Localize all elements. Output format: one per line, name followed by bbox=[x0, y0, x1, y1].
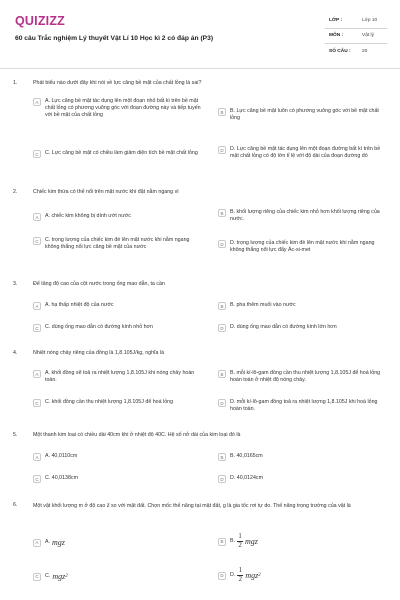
option-text: C. Lực căng bề mặt có chiều làm giảm diện tích bề mặt chất lỏng bbox=[45, 150, 198, 156]
option-b[interactable] bbox=[218, 209, 388, 223]
meta-label: SỐ CÂU : bbox=[329, 49, 351, 55]
option-b[interactable] bbox=[218, 534, 388, 549]
option-d[interactable] bbox=[218, 399, 388, 413]
option-key: A bbox=[33, 302, 41, 310]
option-key: A bbox=[33, 213, 41, 221]
question-text: Một thanh kim loại có chiều dài 40cm khi ở nhiệt độ 40C. Hệ số nở dài của kim loại đó là bbox=[33, 432, 241, 438]
option-key: B bbox=[218, 108, 226, 116]
question-number: 4. bbox=[13, 350, 18, 356]
option-text: D. 40,0124cm bbox=[230, 475, 263, 481]
option-text: C. 40,0138cm bbox=[45, 475, 78, 481]
option-c[interactable] bbox=[33, 475, 203, 483]
fraction-numerator: 1 bbox=[238, 533, 242, 540]
option-a[interactable] bbox=[33, 538, 203, 547]
option-text: D. dùng ống mao dẫn có đường kính lớn hơn bbox=[230, 324, 337, 330]
option-key: C bbox=[33, 475, 41, 483]
page-title: 60 câu Trắc nghiệm Lý thuyết Vật Lí 10 Học kì 2 có đáp án (P3) bbox=[15, 35, 214, 42]
question-text: Chiếc kim thứa có thể nổi trên mặt nước khi đặt nằm ngang vì bbox=[33, 189, 179, 195]
option-text: C. trọng lượng của chiếc kim đè lên mặt nước khi nằm ngang không thắng nổi lực căng bề mặt của nước bbox=[45, 237, 190, 251]
meta-row-class bbox=[325, 13, 387, 29]
option-b[interactable] bbox=[218, 108, 388, 122]
option-key: B bbox=[218, 209, 226, 217]
option-text: A. 40,0110cm bbox=[45, 453, 78, 459]
option-prefix: D. bbox=[230, 572, 236, 579]
option-d[interactable] bbox=[218, 240, 388, 254]
option-text: C. khối đồng cần thu nhiệt lượng 1,8.105J để hoá lỏng bbox=[45, 399, 174, 405]
option-key: B bbox=[218, 302, 226, 310]
question-text: Phát biểu nào dưới đây khi nói về lực căng bề mặt của chất lỏng là sai? bbox=[33, 80, 202, 86]
option-formula: mgz bbox=[245, 571, 259, 581]
meta-label: LỚP : bbox=[329, 17, 343, 23]
option-text: D. Lực căng bề mặt tác dụng lên một đoạn đường bất kì trên bề mặt chất lỏng có độ lớn tỉ lệ với độ dài của đoạn đường đó bbox=[230, 146, 381, 160]
question-number: 6. bbox=[13, 502, 18, 508]
option-key: D bbox=[218, 475, 226, 483]
fraction-denominator: 2 bbox=[238, 575, 243, 583]
option-key: D bbox=[218, 324, 226, 332]
option-key: C bbox=[33, 573, 41, 581]
option-b[interactable] bbox=[218, 370, 388, 384]
option-c[interactable] bbox=[33, 237, 203, 251]
option-formula: mgz bbox=[245, 537, 258, 547]
meta-label: MÔN : bbox=[329, 33, 344, 39]
option-d[interactable] bbox=[218, 146, 388, 160]
option-text: B. pha thêm muối vào nước bbox=[230, 302, 296, 308]
option-text: B. khối lượng riêng của chiếc kim nhỏ hơn khối lượng riêng của nước. bbox=[230, 209, 380, 223]
option-c[interactable] bbox=[33, 324, 203, 332]
quizizz-logo: QUIZIZZ bbox=[15, 14, 66, 28]
option-text: B. 40,0165cm bbox=[230, 453, 263, 459]
question-text: Để tăng độ cao của cột nước trong ống mao dẫn, ta cần bbox=[33, 281, 165, 287]
variable-z: z bbox=[106, 501, 110, 509]
option-key: C bbox=[33, 399, 41, 407]
option-key: A bbox=[33, 98, 41, 106]
option-text: A. chiếc kim không bị dính ướt nước bbox=[45, 213, 131, 219]
option-a[interactable] bbox=[33, 453, 203, 461]
option-key: D bbox=[218, 240, 226, 248]
option-d[interactable] bbox=[218, 475, 388, 483]
option-text: C. dùng ống mao dẫn có đường kính nhỏ hơn bbox=[45, 324, 153, 330]
header-divider bbox=[0, 68, 400, 69]
question-text-before: Một vật khối lượng m ở độ cao bbox=[33, 503, 106, 509]
meta-info bbox=[325, 13, 387, 60]
option-formula: mgz bbox=[52, 538, 65, 547]
option-exponent: 2 bbox=[258, 573, 261, 579]
option-key: C bbox=[33, 237, 41, 245]
option-text: B. Lực căng bề mặt luôn có phương vuông góc với bề mặt chất lỏng bbox=[230, 108, 379, 122]
question-number: 1. bbox=[13, 80, 18, 86]
option-key: A bbox=[33, 539, 41, 547]
question-number: 3. bbox=[13, 281, 18, 287]
option-key: C bbox=[33, 150, 41, 158]
option-c[interactable] bbox=[33, 399, 203, 407]
question-number: 5. bbox=[13, 432, 18, 438]
option-text: D. mỗi kí-lô-gam đồng toả ra nhiệt lượng 1,8.105J khi hoá lỏng hoàn toàn. bbox=[230, 399, 378, 413]
option-d[interactable] bbox=[218, 324, 388, 332]
meta-value: 20 bbox=[362, 49, 368, 55]
option-text: A. khối đồng sẽ toả ra nhiệt lượng 1,8.105J khi nóng chảy hoàn toàn. bbox=[45, 370, 195, 384]
option-prefix: C. bbox=[45, 572, 51, 579]
option-b[interactable] bbox=[218, 302, 388, 310]
option-key: D bbox=[218, 146, 226, 154]
option-exponent: 2 bbox=[65, 574, 68, 579]
option-key: B bbox=[218, 370, 226, 378]
meta-value: Vật lý bbox=[362, 33, 374, 39]
question-number: 2. bbox=[13, 189, 18, 195]
fraction-half bbox=[237, 534, 243, 549]
option-key: B bbox=[218, 538, 226, 546]
option-key: D bbox=[218, 399, 226, 407]
option-text: B. mỗi kí-lô-gam đồng cần thu nhiệt lượng 1,8.105J để hoá lỏng hoàn toàn ở nhiệt độ nóng chảy. bbox=[230, 370, 381, 384]
page-header bbox=[0, 0, 400, 66]
option-key: A bbox=[33, 453, 41, 461]
option-a[interactable] bbox=[33, 213, 203, 221]
option-prefix: A. bbox=[45, 538, 51, 545]
option-d[interactable] bbox=[218, 568, 388, 583]
option-a[interactable] bbox=[33, 370, 203, 384]
option-text: A. hạ thấp nhiệt độ của nước bbox=[45, 302, 114, 308]
option-prefix: B. bbox=[230, 538, 236, 545]
option-text: A. Lực căng bề mặt tác dụng lên một đoạn nhỏ bất kì trên bề mặt chất lỏng có phương vuông góc với đoạn đường này và tiếp tuyến với bề mặt của chất lỏng bbox=[45, 98, 201, 119]
fraction-half bbox=[237, 568, 243, 583]
option-b[interactable] bbox=[218, 453, 388, 461]
option-a[interactable] bbox=[33, 302, 203, 310]
option-c[interactable] bbox=[33, 572, 203, 581]
meta-row-subject bbox=[325, 29, 387, 45]
option-key: A bbox=[33, 370, 41, 378]
option-text: D. trọng lượng của chiếc kim đè lên mặt nước khi nằm ngang không thắng nổi lực đẩy Ác-si-met bbox=[230, 240, 375, 254]
question-text bbox=[33, 502, 388, 510]
meta-value: Lớp 10 bbox=[362, 17, 378, 23]
option-key: D bbox=[218, 572, 226, 580]
fraction-numerator: 1 bbox=[238, 567, 243, 574]
fraction-denominator: 2 bbox=[238, 541, 242, 549]
question-text-after: so với mặt đất. Chọn mốc thế năng tại mặt đất, g là gia tốc rơi tự do. Thế năng trọng trường của vật là bbox=[111, 503, 351, 509]
option-key: C bbox=[33, 324, 41, 332]
option-a[interactable] bbox=[33, 98, 203, 120]
option-formula: mgz bbox=[52, 572, 66, 581]
option-c[interactable] bbox=[33, 150, 203, 158]
option-key: B bbox=[218, 453, 226, 461]
meta-row-count bbox=[325, 44, 387, 60]
question-text: Nhiệt nóng chảy riêng của đồng là 1,8.105J/kg, nghĩa là bbox=[33, 350, 165, 356]
